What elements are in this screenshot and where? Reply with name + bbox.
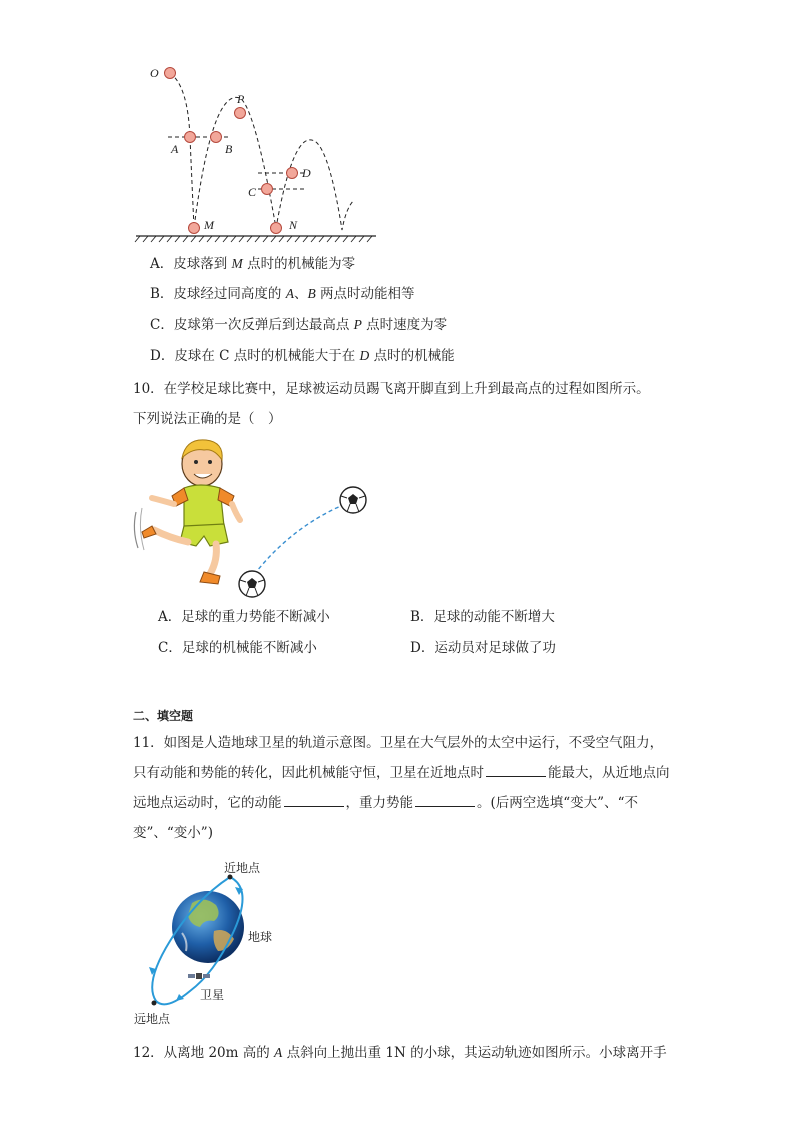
- ball-trajectory: [170, 73, 354, 230]
- label-C: C: [248, 185, 257, 199]
- ball-A: [185, 132, 196, 143]
- ball-P: [235, 108, 246, 119]
- q10-option-a[interactable]: A．足球的重力势能不断减小: [158, 609, 330, 625]
- ball-D: [287, 168, 298, 179]
- label-apogee: 远地点: [134, 1012, 171, 1026]
- soccer-ball-start: [239, 571, 265, 597]
- q10-option-b[interactable]: B．足球的动能不断增大: [410, 609, 555, 625]
- bouncing-ball-figure: [130, 58, 390, 248]
- label-D: D: [302, 166, 311, 180]
- ground-hatching: [135, 236, 372, 242]
- ball-M: [189, 223, 200, 234]
- perigee-dot: [228, 875, 233, 880]
- label-perigee: 近地点: [224, 861, 261, 875]
- apogee-dot: [152, 1001, 157, 1006]
- q11-blank-2[interactable]: [284, 792, 344, 807]
- label-satellite: 卫星: [200, 988, 225, 1002]
- label-earth: 地球: [248, 930, 273, 944]
- q12-stem-line1: 12．从离地 20m 高的 A 点斜向上抛出重 1N 的小球，其运动轨迹如图所示。小球离开手: [133, 1045, 667, 1061]
- label-M: M: [204, 218, 214, 232]
- q9-option-c[interactable]: C．皮球第一次反弹后到达最高点 P 点时速度为零: [150, 317, 448, 333]
- q10-stem-line2: 下列说法正确的是（ ）: [133, 411, 282, 427]
- ball-C: [262, 184, 273, 195]
- label-P: P: [237, 92, 245, 106]
- q10-option-c[interactable]: C．足球的机械能不断减小: [158, 640, 317, 656]
- label-N: N: [289, 218, 298, 232]
- label-O: O: [150, 66, 159, 80]
- ball-N: [271, 223, 282, 234]
- q11-blank-1[interactable]: [486, 762, 546, 777]
- label-A: A: [171, 142, 179, 156]
- q11-stem: 11．如图是人造地球卫星的轨道示意图。卫星在大气层外的太空中运行，不受空气阻力，只有动能和势能的转化，因此机械能守恒，卫星在近地点时 能最大，从近地点向远地点运动时，它的动能 ，重力势能 。(后两空选填“变大”、“不变”、“变小”): [133, 735, 670, 841]
- soccer-ball-top: [340, 487, 366, 513]
- q9-option-d[interactable]: D．皮球在 C 点时的机械能大于在 D 点时的机械能: [150, 348, 455, 364]
- q11-blank-3[interactable]: [415, 792, 475, 807]
- label-B: B: [225, 142, 233, 156]
- q9-option-a[interactable]: A．皮球落到 M 点时的机械能为零: [150, 256, 356, 272]
- ball-B: [211, 132, 222, 143]
- satellite-orbit-figure: [130, 855, 300, 1030]
- q10-option-d[interactable]: D．运动员对足球做了功: [410, 640, 556, 656]
- soccer-kick-figure: [130, 434, 380, 599]
- ball-path: [250, 502, 350, 580]
- ball-O: [165, 68, 176, 79]
- section-title: 二、填空题: [133, 709, 194, 723]
- q9-option-b[interactable]: B．皮球经过同高度的 A、B 两点时动能相等: [150, 286, 415, 302]
- q10-stem-line1: 10．在学校足球比赛中，足球被运动员踢飞离开脚直到上升到最高点的过程如图所示。: [133, 381, 650, 397]
- boy-player: [142, 440, 240, 584]
